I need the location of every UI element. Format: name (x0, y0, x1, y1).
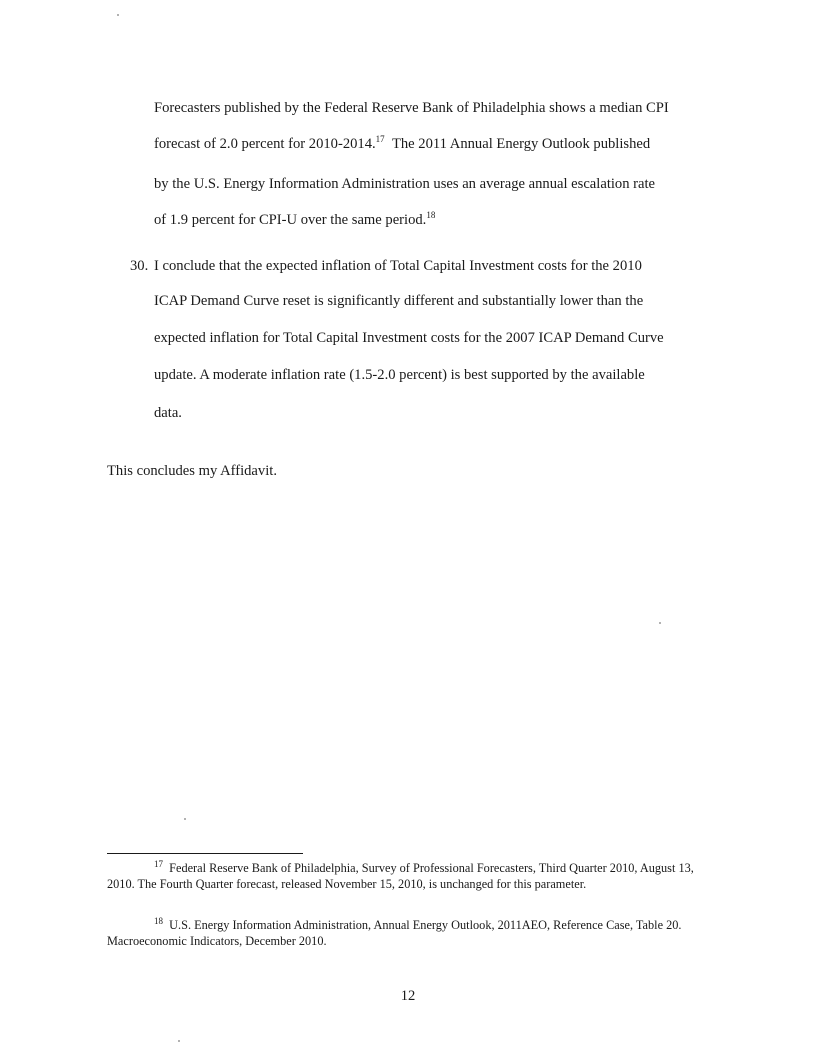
page-number: 12 (400, 988, 416, 1004)
footnote-ref: 17 (375, 134, 385, 145)
footnote-number: 18 (154, 915, 163, 926)
body-text-line: Forecasters published by the Federal Reserve Bank of Philadelphia shows a median CPI (154, 100, 669, 116)
body-text: forecast of 2.0 percent for 2010-2014. (154, 136, 376, 152)
body-text: of 1.9 percent for CPI-U over the same period. (154, 212, 427, 228)
footnote-18 (107, 917, 707, 949)
footnote-text: U.S. Energy Information Administration, Annual Energy Outlook, 2011AEO, Reference Case, Table 20. Macroeconomic Indicators, December 2010. (107, 918, 682, 948)
footnote-separator (107, 853, 303, 854)
body-text-line: ICAP Demand Curve reset is significantly different and substantially lower than the (154, 293, 644, 309)
footnote-number: 17 (154, 858, 163, 869)
scan-speck (184, 818, 186, 820)
body-text-line: update. A moderate inflation rate (1.5-2.0 percent) is best supported by the available (154, 367, 645, 383)
scan-speck (117, 14, 119, 16)
body-text-line (154, 211, 435, 229)
closing-statement: This concludes my Affidavit. (107, 463, 277, 479)
body-text-line: expected inflation for Total Capital Investment costs for the 2007 ICAP Demand Curve (154, 330, 664, 346)
footnote-ref: 18 (426, 210, 436, 221)
paragraph-number: 30. (130, 258, 149, 274)
body-text-line: data. (154, 405, 182, 421)
body-text-line: by the U.S. Energy Information Administration uses an average annual escalation rate (154, 176, 656, 192)
scan-speck (178, 1040, 180, 1042)
footnote-17 (107, 860, 707, 892)
footnote-text: Federal Reserve Bank of Philadelphia, Survey of Professional Forecasters, Third Quarter 2010, August 13, 2010. The Fourth Quarter forecast, released November 15, 2010, is unchanged for this parameter. (107, 861, 694, 891)
body-text-line: I conclude that the expected inflation of Total Capital Investment costs for the 2010 (154, 258, 642, 274)
scan-speck (659, 622, 661, 624)
body-text-line (154, 135, 650, 153)
body-text: The 2011 Annual Energy Outlook published (391, 136, 651, 152)
